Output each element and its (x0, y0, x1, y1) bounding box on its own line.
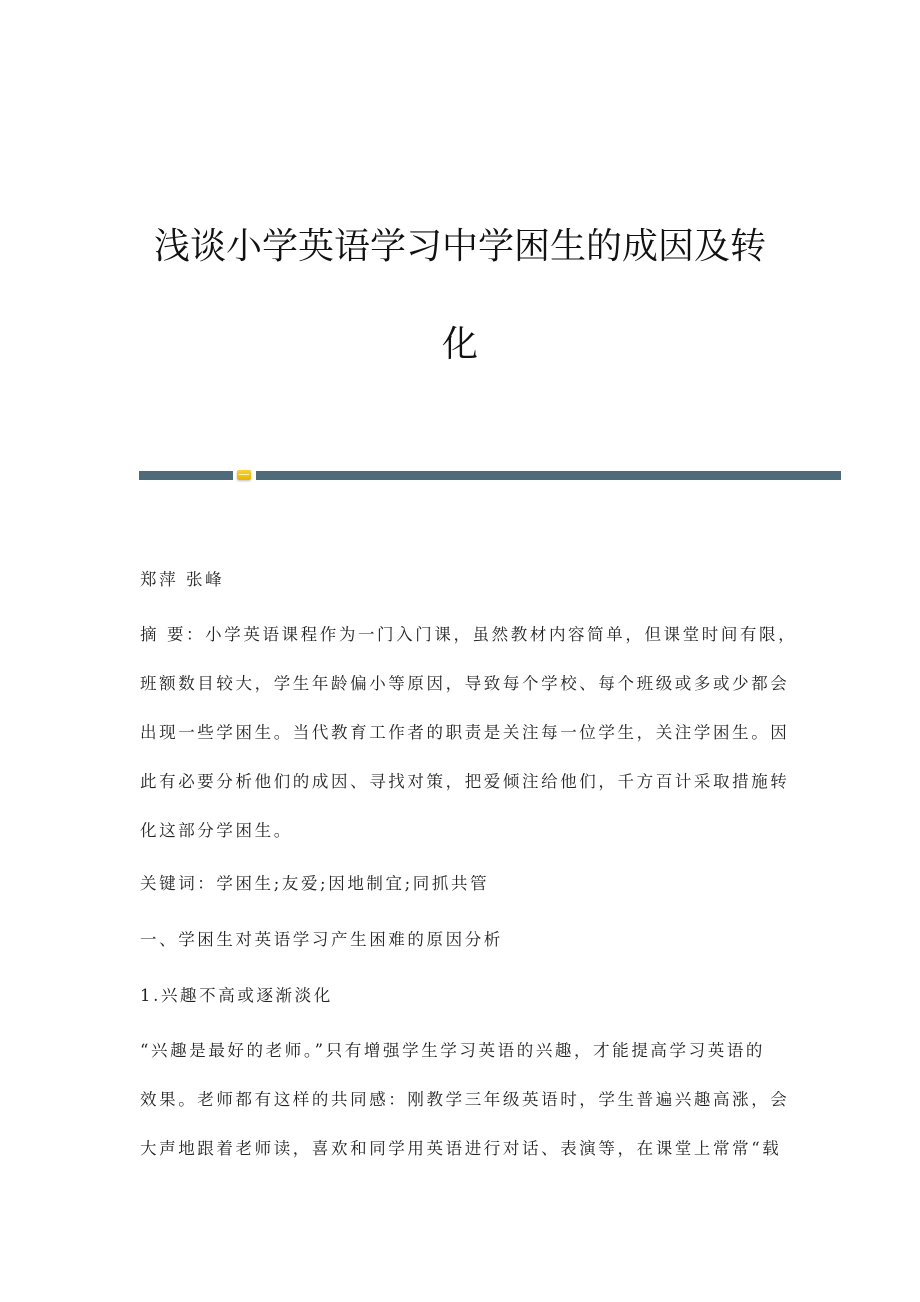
body-line: “兴趣是最好的老师。”只有增强学生学习英语的兴趣，才能提高学习英语的 (140, 1041, 766, 1060)
divider-bar-left (139, 471, 233, 480)
divider-bar-right (256, 471, 841, 480)
document-title-line-2: 化 (441, 324, 478, 365)
keywords: 关键词：学困生;友爱;因地制宜;同抓共管 (140, 874, 490, 893)
document-title-line-1: 浅谈小学英语学习中学困生的成因及转 (153, 226, 766, 267)
body-line: 效果。老师都有这样的共同感：刚教学三年级英语时，学生普遍兴趣高涨，会 (140, 1090, 790, 1109)
abstract-line: 化这部分学困生。 (140, 821, 293, 840)
section-heading: 一、学困生对英语学习产生困难的原因分析 (140, 930, 503, 949)
body-line: 大声地跟着老师读，喜欢和同学用英语进行对话、表演等，在课堂上常常“载 (140, 1139, 782, 1158)
authors: 郑萍 张峰 (140, 570, 225, 589)
title-divider (139, 471, 841, 480)
subsection-heading: 1.兴趣不高或逐渐淡化 (140, 986, 333, 1005)
abstract-line: 出现一些学困生。当代教育工作者的职责是关注每一位学生，关注学困生。因 (140, 723, 790, 742)
abstract-line: 此有必要分析他们的成因、寻找对策，把爱倾注给他们，千方百计采取措施转 (140, 772, 790, 791)
abstract-line: 摘 要：小学英语课程作为一门入门课，虽然教材内容简单，但课堂时间有限， (140, 625, 798, 644)
divider-emblem-icon (237, 470, 251, 480)
abstract-line: 班额数目较大，学生年龄偏小等原因，导致每个学校、每个班级或多或少都会 (140, 674, 790, 693)
